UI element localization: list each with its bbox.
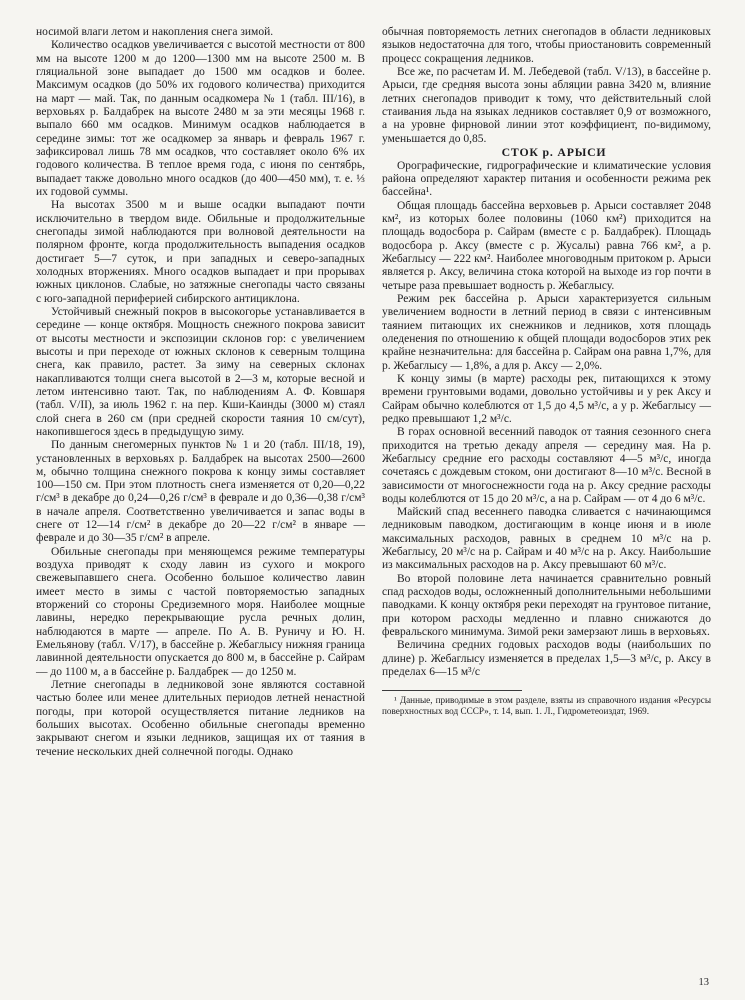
paragraph: Устойчивый снежный покров в высокогорье устанавливается в середине — конце октября. Мощность снежного покрова зависит от высоты местности и экспозиции склонов гор: с увеличением высоты и при переходе от южных склонов к северным толщина снега, как правило, растет. За зиму на северных склонах накапливаются толщи снега высотой в 2—3 м, которые весной и летом интенсивно тают. Так, по наблюдениям А. Ф. Ковшаря (табл. V/II), за июль 1962 г. на пер. Кши-Каинды (3000 м) стаял слой снега в 260 см (при средней скорости таяния 10 см/сут), накопившегося здесь в предыдущую зиму. <box>36 305 365 438</box>
paragraph: Обильные снегопады при меняющемся режиме температуры воздуха приводят к сходу лавин из сухого и мокрого свежевыпавшего снега. Особенно большое количество лавин имеет место в зимы с частой повторяемостью западных вторжений со стороны Средиземного моря. Наиболее мощные лавины, нередко перекрывающие русла речных долин, наблюдаются в марте — апреле. По А. В. Руничу и Ю. Н. Емельянову (табл. V/17), в бассейне р. Жебаглысу нижняя граница лавинной деятельности опускается до 800 м, в бассейне р. Сайрам — до 1100 м, а в бассейне р. Балдабрек — до 1250 м. <box>36 545 365 678</box>
paragraph: носимой влаги летом и накопления снега зимой. <box>36 26 274 38</box>
paragraph: Величина средних годовых расходов воды (наибольших по длине) р. Жебаглысу изменяется в пределах 1,5—3 м³/с, р. Аксу в пределах 6—15 м³/с <box>382 639 711 679</box>
footnote-text: ¹ Данные, приводимые в этом разделе, взяты из справочного издания «Ресурсы поверхностных вод СССР», т. 14, вып. 1. Л., Гидрометеоиздат, 1969. <box>382 695 711 717</box>
paragraph: К концу зимы (в марте) расходы рек, питающихся к этому времени грунтовыми водами, довольно устойчивы и у рек Аксу и Сайрам обычно колеблются от 1,5 до 4,5 м³/с, а у р. Жебаглысу — редко превышают 1,2 м³/с. <box>382 372 711 425</box>
paragraph: Майский спад весеннего паводка сливается с начинающимся ледниковым паводком, достигающим в конце июня и в июле максимальных расходов, равных в среднем 10 м³/с на р. Жебаглысу, 20 м³/с на р. Сайрам и 40 м³/с на р. Аксу. Наибольшие из максимальных расходов на р. Аксу превышают 60 м³/с. <box>382 506 711 572</box>
page-number: 13 <box>698 977 709 988</box>
two-column-text <box>36 26 711 759</box>
paragraph: Орографические, гидрографические и климатические условия района определяют характер питания и особенности режима рек бассейна¹. <box>382 159 711 199</box>
paragraph: Количество осадков увеличивается с высотой местности от 800 мм на высоте 1200 м до 1200—1300 мм на высоте 2500 м. В гляциальной зоне выпадает до 1500 мм осадков и более. Максимум осадков (до 50% их годового количества) приходится на март — май. Так, по данным осадкомера № 1 (табл. III/16), в верховьях р. Балдабрек на высоте 2480 м за эти месяцы 1968 г. выпало 660 мм осадков. Минимум осадков наблюдается в середине зимы: тот же осадкомер за январь и февраль 1967 г. зафиксировал лишь 78 мм осадков, что составляет около 6% их годового количества. В теплое время года, с июня по сентябрь, выпадает также довольно много осадков (до 400—450 мм), т. е. ⅓ их годовой суммы. <box>36 39 365 198</box>
paragraph: На высотах 3500 м и выше осадки выпадают почти исключительно в твердом виде. Обильные и продолжительные снегопады зимой наблюдаются при волновой деятельности на полярном фронте, когда продолжительность выпадения осадков достигает 5—7 суток, и при западных и северо-западных холодных вторжениях. Много осадков выпадает и при прорывах южных циклонов. Слабые, но затяжные снегопады часто связаны с юго-западной периферией сибирского антициклона. <box>36 199 365 305</box>
paragraph: По данным снегомерных пунктов № 1 и 20 (табл. III/18, 19), установленных в верховьях р. Балдабрек на высотах 2500—2600 м, обычно толщина снежного покрова к концу зимы составляет 100—150 см. При этом плотность снега изменяется от 0,20—0,22 г/см³ в декабре до 0,24—0,26 г/см³ в феврале и до 0,36—0,38 г/см³ в начале апреля. Соответственно увеличивается и запас воды в снеге от 12—14 г/см² в декабре до 20—22 г/см² в январе — феврале и до 30—35 г/см² в апреле. <box>36 439 365 545</box>
paragraph: Во второй половине лета начинается сравнительно ровный спад расходов воды, осложненный дополнительными небольшими паводками. К концу октября реки переходят на грунтовое питание, при котором расходы медленно и плавно снижаются до февральского минимума. Зимой реки замерзают лишь в верховьях. <box>382 572 711 639</box>
paragraph: обычная повторяемость летних снегопадов в области ледниковых языков недостаточна для того, чтобы приостановить современный процесс сокращения ледников. <box>382 26 711 65</box>
paragraph: В горах основной весенний паводок от таяния сезонного снега приходится на третью декаду апреля — середину мая. На р. Жебаглысу средние его расходы составляют 4—5 м³/с, иногда сочетаясь с дождевым стоком, они достигают 8—10 м³/с. Весной в зависимости от многоснежности года на р. Аксу средние расходы воды колеблются от 15 до 20 м³/с, а на р. Сайрам — от 4 до 6 м³/с. <box>382 426 711 505</box>
left-column <box>36 26 365 759</box>
right-column <box>382 26 711 759</box>
footnote-divider <box>382 690 522 691</box>
paragraph: Режим рек бассейна р. Арыси характеризуется сильным увеличением водности в летний период в связи с интенсивным таянием питающих их снежников и ледников, хотя площадь оледенения по отношению к общей площади водосборов этих рек крайне незначительна: для бассейна р. Сайрам она равна 1,7%, для р. Жебаглысу — 1,8%, а для р. Аксу — 2,0%. <box>382 292 711 372</box>
paragraph: Общая площадь бассейна верховьев р. Арыси составляет 2048 км², из которых более половины (1060 км²) приходится на площадь водосбора р. Сайрам (вместе с р. Балдабрек). Площадь водосбора р. Аксу (вместе с р. Жусалы) равна 766 км², а р. Жебаглысу — 222 км². Наиболее многоводным притоком р. Арыси является р. Аксу, величина стока которой на выходе из гор почти в четыре раза превышает водность р. Жебаглысу. <box>382 199 711 292</box>
section-heading: СТОК р. АРЫСИ <box>501 144 607 159</box>
paragraph: Все же, по расчетам И. М. Лебедевой (табл. V/13), в бассейне р. Арыси, где средняя высота зоны абляции равна 3420 м, влияние летних снегопадов приводит к тому, что действительный слой стаивания льда на языках ледников составляет 0,9 от возможного, а на уровне фирновой линии этот коэффициент, по-видимому, уменьшается до 0,85. <box>382 65 711 145</box>
footnote <box>382 695 711 717</box>
paragraph: Летние снегопады в ледниковой зоне являются составной частью более или менее длительных периодов летней ненастной погоды, при которой осуществляется питание ледников на больших высотах. Особенно обильные снегопады временно закрывают снегом и языки ледников, защищая их от таяния в течение нескольких дней солнечной погоды. Однако <box>36 679 365 758</box>
